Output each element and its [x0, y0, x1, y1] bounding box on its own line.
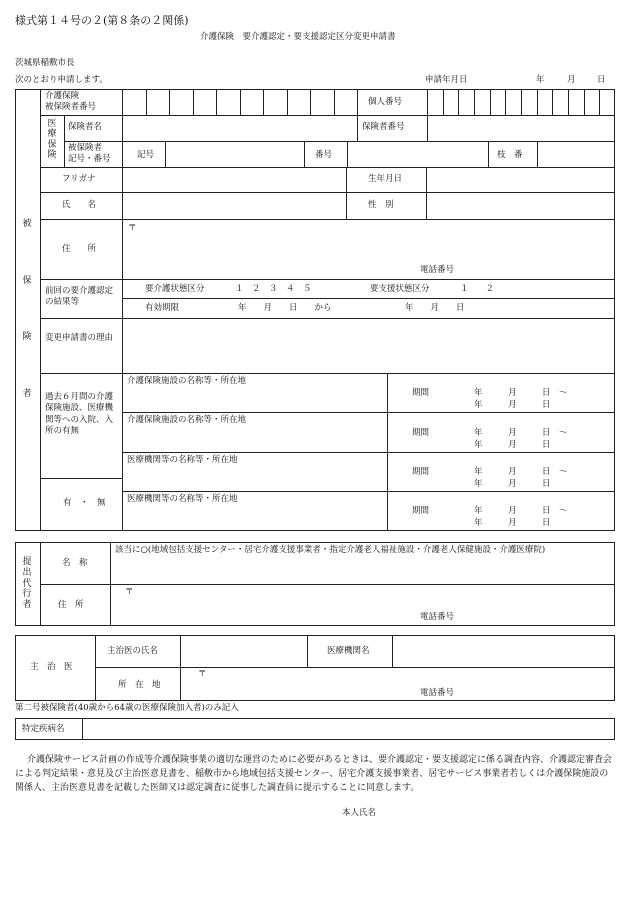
agent-address-label: 住 所	[58, 600, 84, 610]
facility-row-2-period: 期間	[412, 428, 430, 438]
personal-number-label: 個人番号	[368, 97, 403, 107]
agent-section-label: 提 出 代 行 者	[22, 557, 32, 611]
address-phone-label: 電話番号	[420, 265, 455, 275]
facility-row-2-from[interactable]: 年 月 日 ～	[474, 428, 568, 438]
disease-input[interactable]	[83, 719, 614, 739]
disease-label: 特定疾病名	[22, 724, 65, 734]
insured-char-3: 険	[22, 332, 32, 342]
application-date-label: 申請年月日	[425, 75, 468, 85]
birthdate-label: 生年月日	[368, 174, 403, 184]
agent-phone-label: 電話番号	[420, 612, 455, 622]
agent-postal-mark: 〒	[125, 587, 134, 597]
insured-symbol-label-1: 被保険者	[68, 143, 103, 153]
support-level-label: 要支援状態区分	[370, 284, 430, 294]
date-month: 月	[567, 75, 576, 85]
insured-char-4: 者	[22, 389, 32, 399]
facility-row-3-label: 医療機関等の名称等・所在地	[127, 455, 238, 465]
doctor-location-label: 所 在 地	[118, 680, 161, 690]
doctor-name-input[interactable]	[181, 636, 306, 666]
branch-label: 枝 番	[497, 150, 523, 160]
doctor-phone-label: 電話番号	[420, 688, 455, 698]
reason-label: 変更申請書の理由	[45, 333, 114, 343]
insured-number-label-1: 介護保険	[45, 91, 80, 101]
facility-row-4-to[interactable]: 年 月 日	[474, 518, 551, 528]
insured-char-1: 被	[22, 219, 32, 229]
furigana-label: フリガナ	[62, 174, 96, 184]
insurer-number-label: 保険者番号	[362, 122, 405, 132]
facility-row-1-label: 介護保険施設の名称等・所在地	[127, 376, 247, 386]
agent-name-label: 名 称	[62, 558, 88, 568]
addressee: 茨城県稲敷市長	[15, 58, 75, 68]
address-label: 住 所	[62, 244, 97, 254]
agent-name-note[interactable]: 該当に○(地域包括支援センター・居宅介護支援事業者・指定介護老人福祉施設・介護老人保健施設・介護医療院)	[115, 545, 546, 555]
support-level-options[interactable]: １ ２	[460, 284, 495, 294]
facility-row-3-to[interactable]: 年 月 日	[474, 479, 551, 489]
care-level-options[interactable]: １ ２ ３ ４ ５	[235, 284, 312, 294]
doctor-institution-input[interactable]	[393, 636, 614, 666]
medical-insurance-label: 医 療 保 険	[47, 119, 57, 161]
form-number: 様式第１４号の２(第８条の２関係)	[15, 14, 189, 27]
insured-number-input[interactable]	[122, 89, 357, 115]
facility-row-2-label: 介護保険施設の名称等・所在地	[127, 415, 247, 425]
care-level-label: 要介護状態区分	[145, 284, 205, 294]
validity-to[interactable]: 年 月 日	[405, 303, 465, 313]
agent-address-input[interactable]	[137, 586, 607, 612]
insured-number-label-2: 被保険者番号	[45, 102, 97, 112]
insured-symbol-label-2: 記号・番号	[68, 154, 111, 164]
personal-number-input[interactable]	[427, 89, 615, 115]
facility-row-1-period: 期間	[412, 388, 430, 398]
doctor-name-label: 主治医の氏名	[107, 646, 159, 656]
facility-row-3-from[interactable]: 年 月 日 ～	[474, 467, 568, 477]
facility-row-2-to[interactable]: 年 月 日	[474, 440, 551, 450]
intro-text: 次のとおり申請します。	[15, 75, 108, 85]
insurer-name-label: 保険者名	[68, 122, 103, 132]
reason-input[interactable]	[123, 320, 614, 372]
facility-row-4-label: 医療機関等の名称等・所在地	[127, 494, 238, 504]
form-title: 介護保険 要介護認定・要支援認定区分変更申請書	[200, 32, 396, 42]
date-year: 年	[536, 75, 545, 85]
signature-label: 本人氏名	[342, 808, 377, 818]
name-input[interactable]	[123, 193, 345, 218]
number-label: 番号	[315, 150, 333, 160]
symbol-input[interactable]	[166, 142, 303, 166]
doctor-postal-mark: 〒	[198, 669, 207, 679]
address-postal-mark: 〒	[128, 223, 137, 233]
validity-from[interactable]: 年 月 日 から	[238, 303, 332, 313]
insurer-number-input[interactable]	[428, 116, 614, 140]
name-label: 氏 名	[62, 200, 97, 210]
facility-row-4-from[interactable]: 年 月 日 ～	[474, 506, 568, 516]
insurer-name-input[interactable]	[123, 116, 356, 140]
date-day: 日	[597, 75, 606, 85]
facility-row-1-to[interactable]: 年 月 日	[474, 400, 551, 410]
number-input[interactable]	[348, 142, 487, 166]
branch-input[interactable]	[538, 142, 614, 166]
birthdate-input[interactable]	[427, 168, 614, 192]
consent-text: 介護保険サービス計画の作成等介護保険事業の適切な運営のために必要があるときは、要介護認定・要支援認定に係る調査内容、介護認定審査会による判定結果・意見及び主治医意見書を、稲敷市から地域包括支援センター、居宅介護支援事業者、居宅サービス事業者若しくは介護保険施設の関係人、主治医意見書を記載した医師又は認定調査に従事した調査員に提示することに同意します。	[15, 755, 613, 793]
address-input[interactable]	[140, 221, 610, 261]
doctor-location-input[interactable]	[210, 668, 610, 688]
sex-input[interactable]	[427, 193, 614, 218]
previous-result-label: 前回の要介護認定の結果等	[45, 286, 114, 308]
facility-row-1-from[interactable]: 年 月 日 ～	[474, 388, 568, 398]
yes-no-option[interactable]: 有 ・ 無	[63, 498, 106, 508]
facility-row-3-period: 期間	[412, 467, 430, 477]
past-stay-label: 過去６月間の介護保険施設、医療機関等への入院、入所の有無	[45, 392, 114, 437]
second-insured-note: 第二号被保険者(40歳から64歳の医療保険加入者)のみ記入	[15, 703, 239, 713]
sex-label: 性 別	[368, 200, 394, 210]
doctor-institution-label: 医療機関名	[327, 646, 370, 656]
furigana-input[interactable]	[123, 168, 345, 192]
validity-label: 有効期限	[145, 303, 180, 313]
insured-char-2: 保	[22, 276, 32, 286]
facility-row-4-period: 期間	[412, 506, 430, 516]
symbol-label: 記号	[137, 150, 155, 160]
doctor-section-label: 主 治 医	[30, 662, 73, 672]
